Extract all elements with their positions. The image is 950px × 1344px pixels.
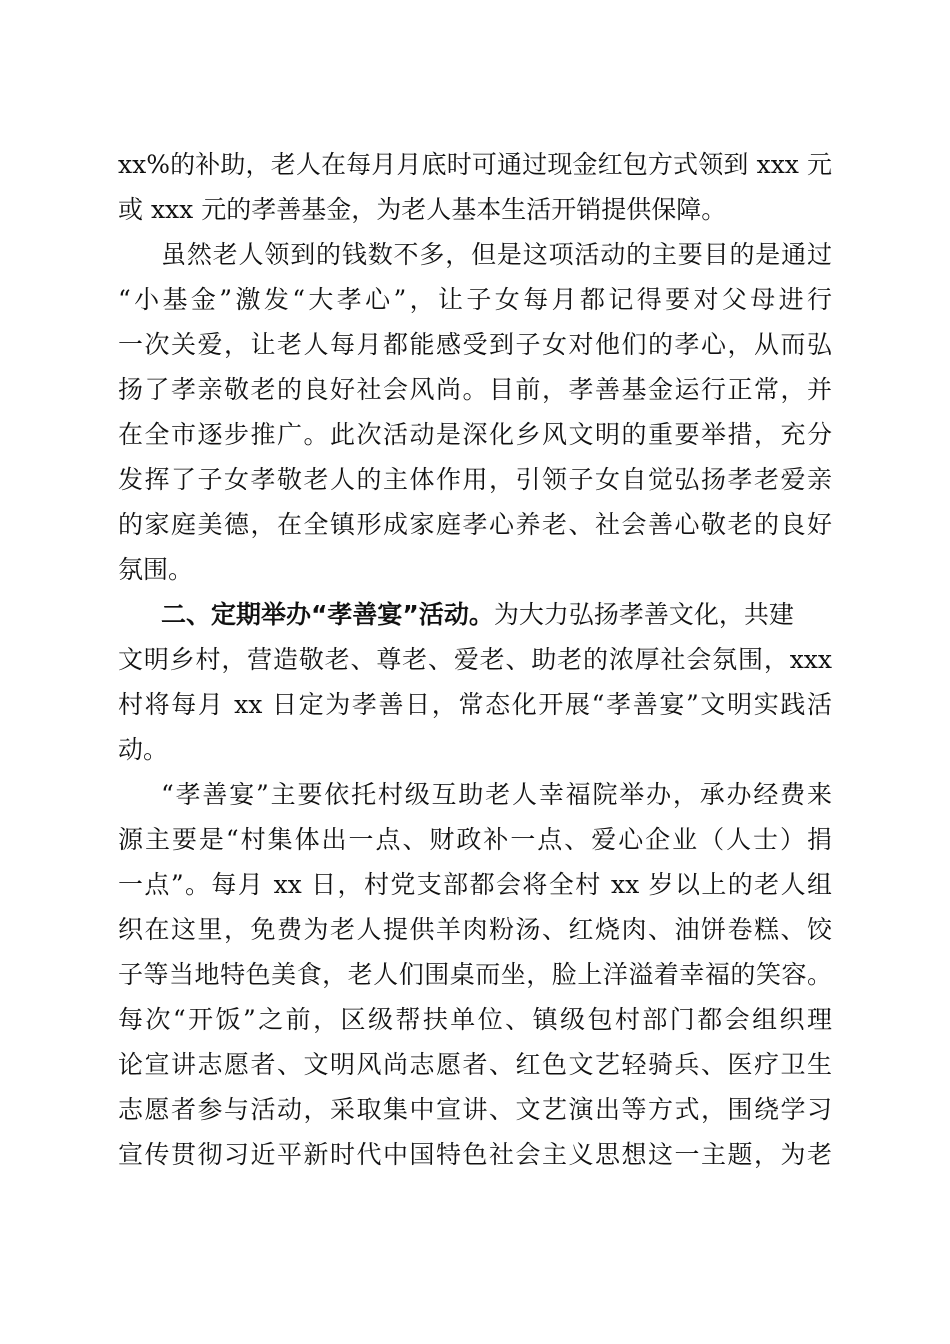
paragraph-line: 动。 [118,735,169,764]
paragraph-line: 志愿者参与活动，采取集中宣讲、文艺演出等方式，围绕学习 [118,1095,832,1124]
paragraph-line: “孝善宴”主要依托村级互助老人幸福院举办，承办经费来 [161,780,832,809]
paragraph-line: “小基金”激发“大孝心”，让子女每月都记得要对父母进行 [118,285,832,314]
paragraph-line: 虽然老人领到的钱数不多，但是这项活动的主要目的是通过 [161,240,832,269]
paragraph-line: 子等当地特色美食，老人们围桌而坐，脸上洋溢着幸福的笑容。 [118,960,832,989]
paragraph-line: xx%的补助，老人在每月月底时可通过现金红包方式领到 xxx 元 [118,150,832,179]
paragraph-line: 织在这里，免费为老人提供羊肉粉汤、红烧肉、油饼卷糕、饺 [118,915,832,944]
paragraph-line: 文明乡村，营造敬老、尊老、爱老、助老的浓厚社会氛围，xxx [118,645,832,674]
paragraph-line: 在全市逐步推广。此次活动是深化乡风文明的重要举措，充分 [118,420,832,449]
paragraph-line: 扬了孝亲敬老的良好社会风尚。目前，孝善基金运行正常，并 [118,375,832,404]
section-heading: 二、定期举办“孝善宴”活动。 [161,600,494,629]
paragraph-line: 论宣讲志愿者、文明风尚志愿者、红色文艺轻骑兵、医疗卫生 [118,1050,832,1079]
paragraph-line: 村将每月 xx 日定为孝善日，常态化开展“孝善宴”文明实践活 [118,690,832,719]
paragraph-line: 源主要是“村集体出一点、财政补一点、爱心企业（人士）捐 [118,825,832,854]
paragraph-line: 宣传贯彻习近平新时代中国特色社会主义思想这一主题，为老 [118,1140,832,1169]
paragraph-line: 或 xxx 元的孝善基金，为老人基本生活开销提供保障。 [118,195,727,224]
paragraph-line: 每次“开饭”之前，区级帮扶单位、镇级包村部门都会组织理 [118,1005,832,1034]
paragraph-line: 一次关爱，让老人每月都能感受到子女对他们的孝心，从而弘 [118,330,832,359]
paragraph-line: 的家庭美德，在全镇形成家庭孝心养老、社会善心敬老的良好 [118,510,832,539]
section-heading-line [161,595,832,635]
paragraph-line: 一点”。每月 xx 日，村党支部都会将全村 xx 岁以上的老人组 [118,870,832,899]
section-heading-continuation: 为大力弘扬孝善文化，共建 [493,600,794,629]
paragraph-line: 氛围。 [118,555,194,584]
paragraph-line: 发挥了子女孝敬老人的主体作用，引领子女自觉弘扬孝老爱亲 [118,465,832,494]
